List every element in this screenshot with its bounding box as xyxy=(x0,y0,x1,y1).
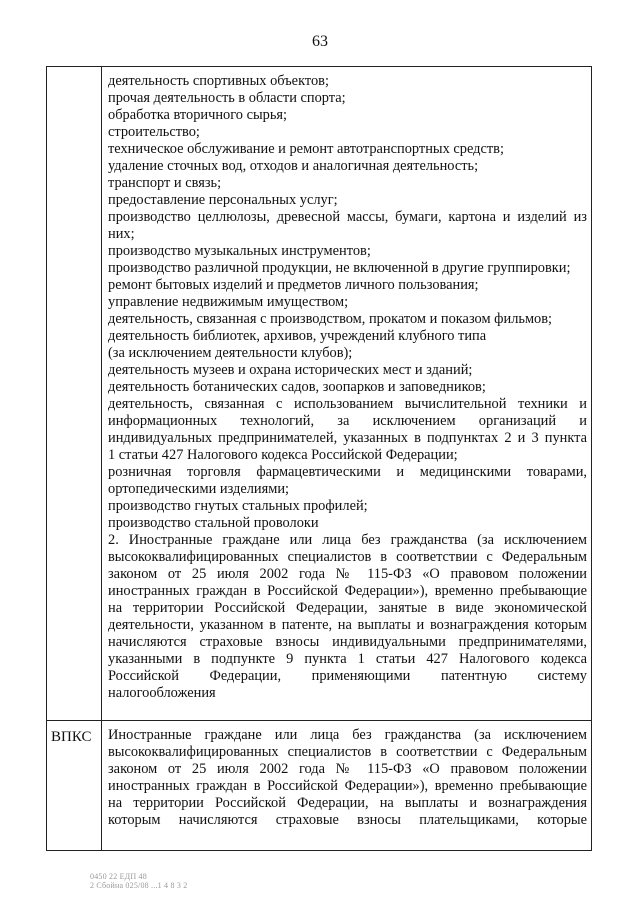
text-line: высококвалифицированных специалистов в соответствии с Федеральным xyxy=(108,744,587,760)
text-line: на территории Российской Федерации, на выплаты и вознаграждения xyxy=(108,795,587,811)
text-line: иностранных граждан в Российской Федерации»), временно пребывающие xyxy=(108,583,587,599)
text-line: деятельность ботанических садов, зоопарков и заповедников; xyxy=(108,379,486,395)
text-line: деятельность, связанная с использованием вычислительной техники и xyxy=(108,396,587,412)
text-line: деятельность, связанная с производством, прокатом и показом фильмов; xyxy=(108,311,553,327)
text-line: производство музыкальных инструментов; xyxy=(108,243,371,259)
text-line: информационных технологий, за исключением организаций и xyxy=(108,413,587,429)
description-cell xyxy=(102,721,591,829)
text-line: иностранных граждан в Российской Федерации»), временно пребывающие xyxy=(108,778,587,794)
text-line: индивидуальных предпринимателей, указанных в подпунктах 2 и 3 пункта xyxy=(108,430,587,446)
text-line: Иностранные граждане или лица без гражданства (за исключением xyxy=(108,727,587,743)
text-line: деятельность музеев и охрана исторических мест и зданий; xyxy=(108,362,473,378)
text-line: ремонт бытовых изделий и предметов личного пользования; xyxy=(108,277,479,293)
text-line: удаление сточных вод, отходов и аналогичная деятельность; xyxy=(108,158,479,174)
document-stamp xyxy=(90,872,187,890)
text-line: ортопедическими изделиями; xyxy=(108,481,290,497)
text-line: розничная торговля фармацевтическими и медицинскими товарами, xyxy=(108,464,587,480)
text-line: 2. Иностранные граждане или лица без гражданства (за исключением xyxy=(108,532,587,548)
description-cell xyxy=(102,67,591,702)
code-cell-vpks: ВПКС xyxy=(51,729,92,745)
table-row xyxy=(102,67,591,720)
text-line: деятельность спортивных объектов; xyxy=(108,73,329,89)
text-line: прочая деятельность в области спорта; xyxy=(108,90,346,106)
text-line: управление недвижимым имуществом; xyxy=(108,294,349,310)
text-line: указанными в подпункте 9 пункта 1 статьи 427 Налогового кодекса xyxy=(108,651,587,667)
text-line: производство гнутых стальных профилей; xyxy=(108,498,368,514)
text-line: транспорт и связь; xyxy=(108,175,222,191)
text-line: деятельность библиотек, архивов, учреждений клубного типа xyxy=(108,328,487,344)
page-number: 63 xyxy=(312,33,328,50)
text-line: которым начисляются страховые взносы плательщиками, которые xyxy=(108,812,587,828)
text-line: предоставление персональных услуг; xyxy=(108,192,338,208)
text-line: законом от 25 июля 2002 года № 115-ФЗ «О правовом положении xyxy=(108,566,587,582)
text-line: начисляются страховые взносы индивидуальными предпринимателями, xyxy=(108,634,587,650)
text-line: высококвалифицированных специалистов в соответствии с Федеральным xyxy=(108,549,587,565)
text-line: производство различной продукции, не включенной в другие группировки; xyxy=(108,260,571,276)
text-line: производство целлюлозы, древесной массы, бумаги, картона и изделий из xyxy=(108,209,587,225)
text-line: производство стальной проволоки xyxy=(108,515,319,531)
text-line: строительство; xyxy=(108,124,200,140)
stamp-line: 2 Сбойна 025/08 ...1 4 8 3 2 xyxy=(90,881,188,890)
text-line: них; xyxy=(108,226,135,242)
text-line: законом от 25 июля 2002 года № 115-ФЗ «О правовом положении xyxy=(108,761,587,777)
stamp-line: 0450 22 ЕДП 48 xyxy=(90,872,147,881)
text-line: (за исключением деятельности клубов); xyxy=(108,345,353,361)
text-line: обработка вторичного сырья; xyxy=(108,107,288,123)
text-line: Российской Федерации, применяющими патентную систему xyxy=(108,668,587,684)
text-line: техническое обслуживание и ремонт автотранспортных средств; xyxy=(108,141,504,157)
table-row xyxy=(102,721,591,850)
text-line: деятельности, указанном в патенте, на выплаты и вознаграждения которым xyxy=(108,617,587,633)
text-line: на территории Российской Федерации, занятые в виде экономической xyxy=(108,600,587,616)
text-line: налогообложения xyxy=(108,685,216,701)
insurance-code-table xyxy=(46,66,592,851)
text-line: 1 статьи 427 Налогового кодекса Российской Федерации; xyxy=(108,447,458,463)
